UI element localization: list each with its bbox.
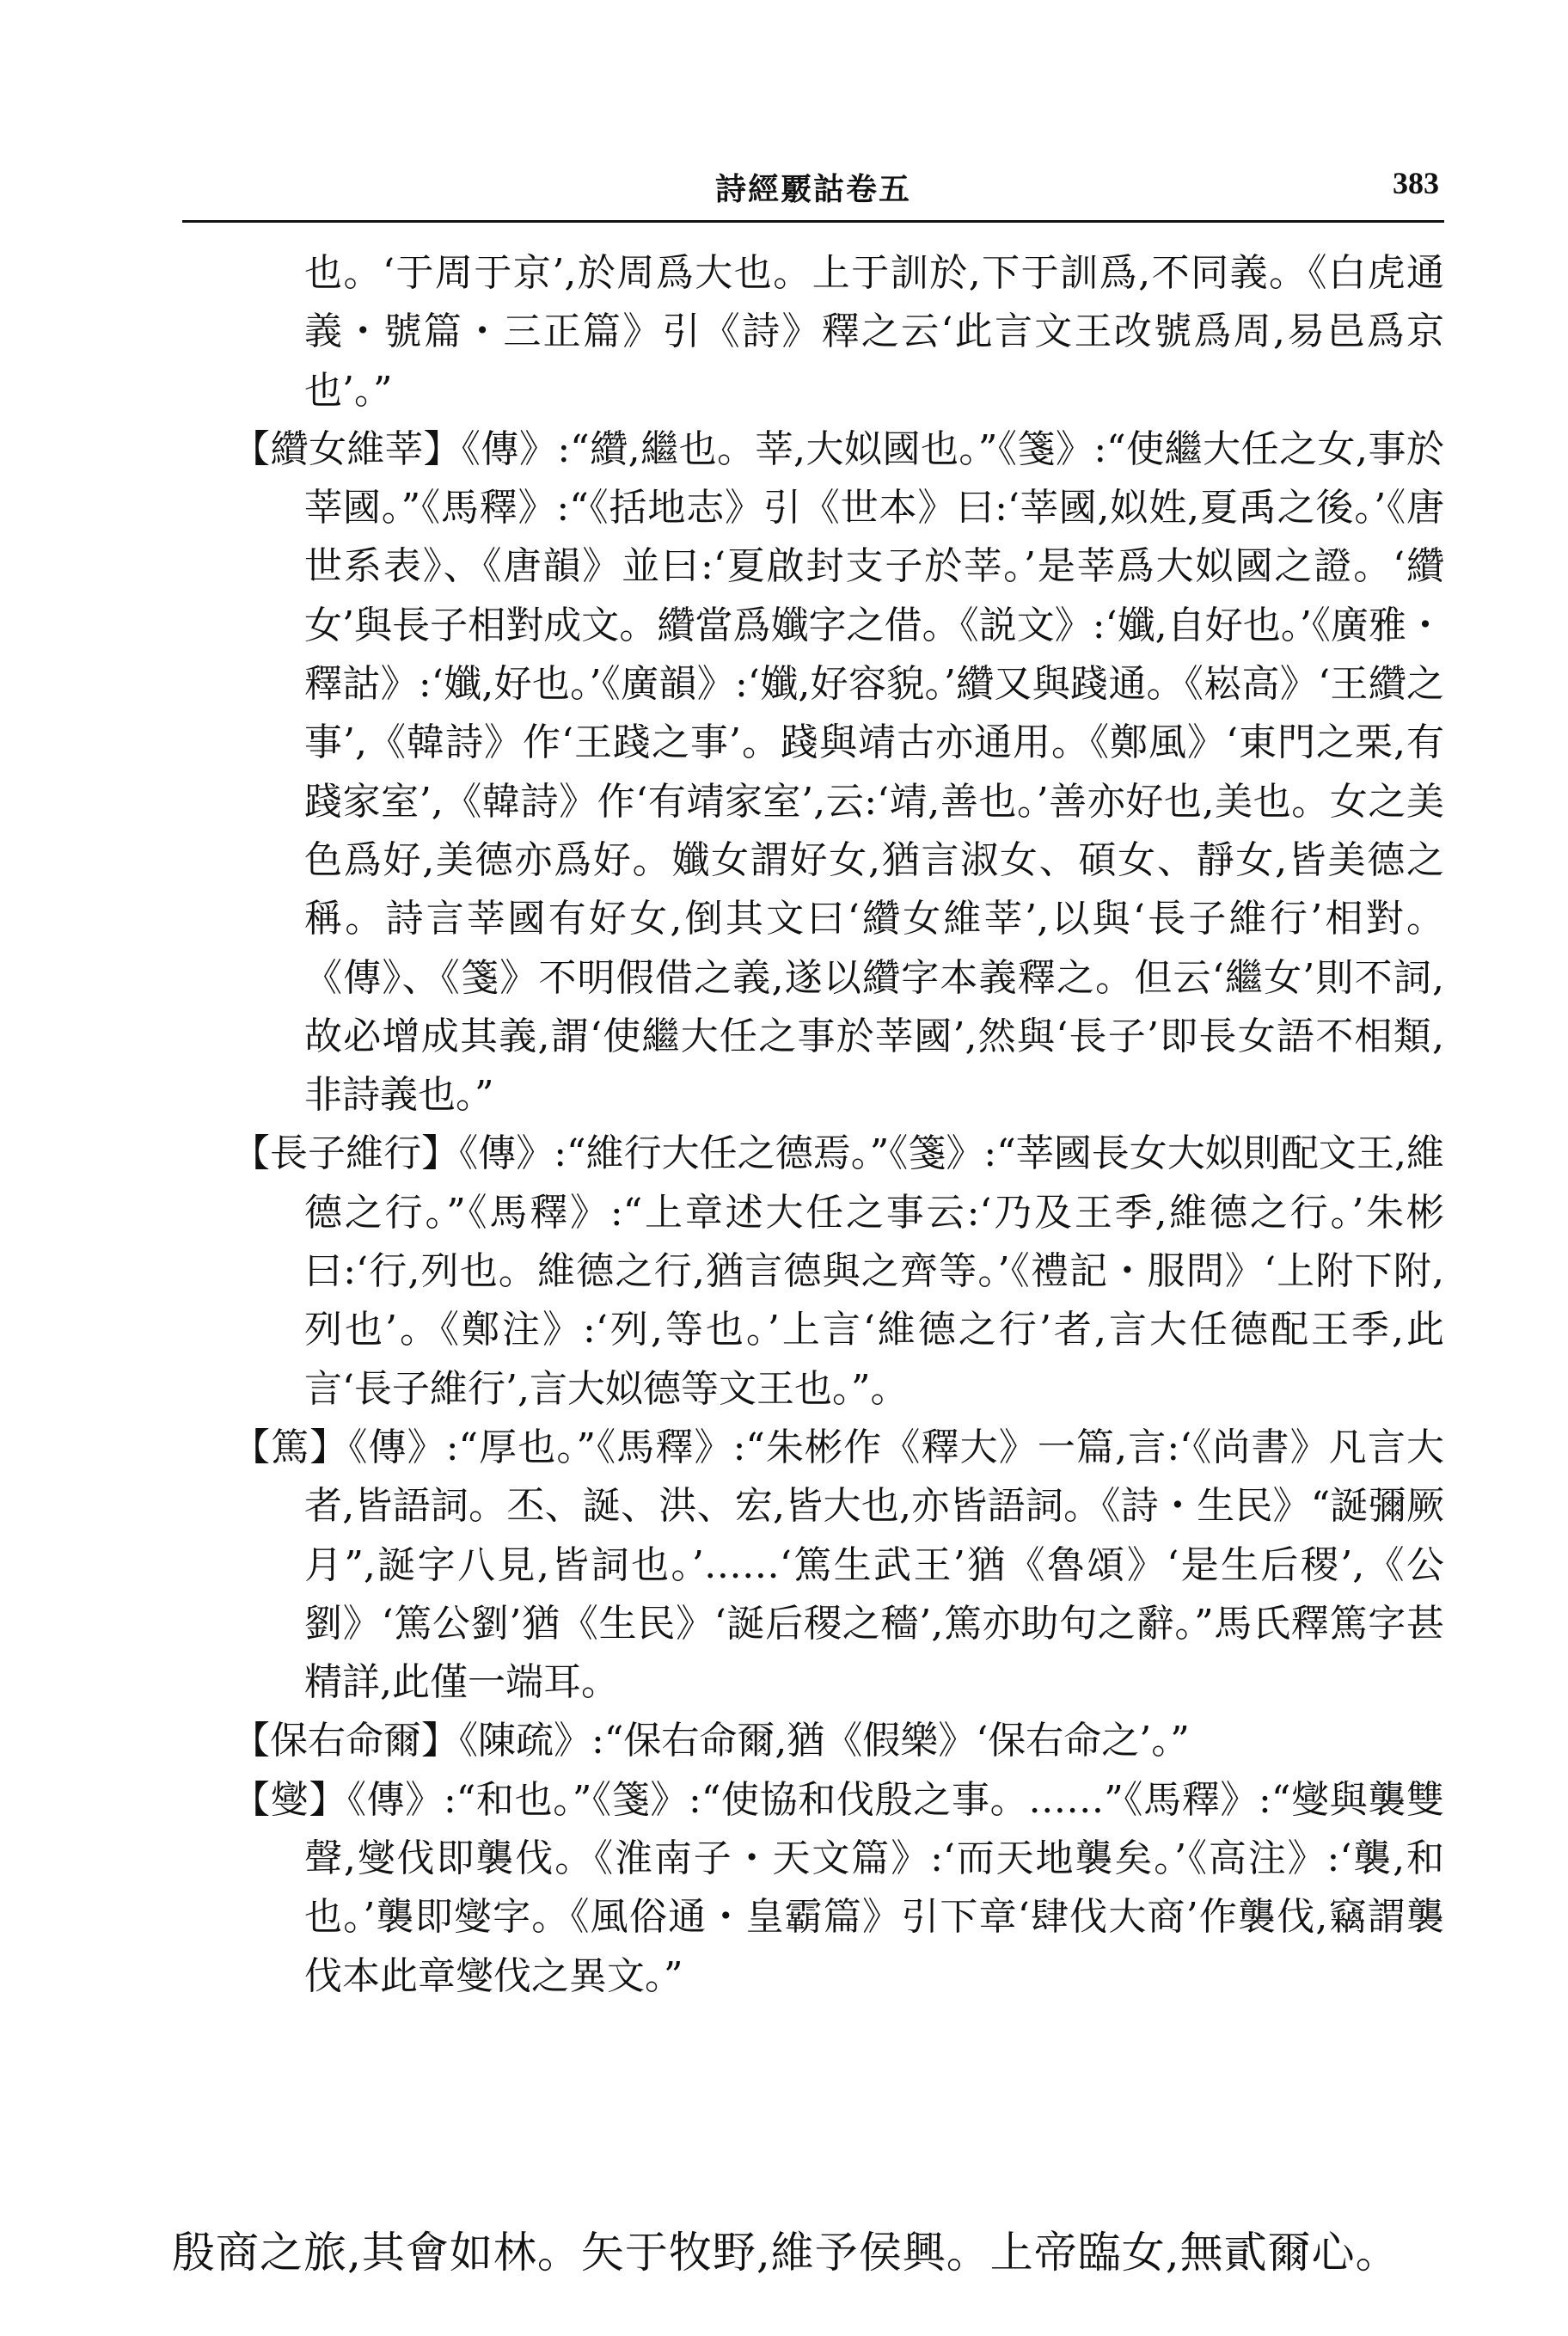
commentary-entry: 【燮】《傳》:“和也。”《箋》:“使協和伐殷之事。……”《馬釋》:“燮與襲雙聲,燮伐即襲伐。《淮南子・天文篇》:‘而天地襲矣。’《高注》:‘襲,和也。’襲即燮字。《風俗通・皇霸篇》引下章‘肆伐大商’作襲伐,竊謂襲伐本此章燮伐之異文。” (232, 1777, 1444, 1998)
commentary-entry: 【保右命爾】《陳疏》:“保右命爾,猶《假樂》‘保右命之’。” (232, 1719, 1190, 1763)
page-number: 383 (1393, 166, 1439, 200)
commentary-continuation: 也。‘于周于京’,於周爲大也。上于訓於,下于訓爲,不同義。《白虎通義・號篇・三正篇》引《詩》釋之云‘此言文王改號爲周,易邑爲京也’。” (304, 251, 1444, 413)
poem-verse: 殷商之旅,其會如林。矢于牧野,維予侯興。上帝臨女,無貳爾心。 (172, 2228, 1400, 2278)
commentary-entry: 【長子維行】《傳》:“維行大任之德焉。”《箋》:“莘國長女大姒則配文王,維德之行。”《馬釋》:“上章述大任之事云:‘乃及王季,維德之行。’朱彬曰:‘行,列也。維德之行,猶言德與之齊等。’《禮記・服問》‘上附下附,列也’。《鄭注》:‘列,等也。’上言‘維德之行’者,言大任德配王季,此言‘長子維行’,言大姒德等文王也。”。 (232, 1131, 1444, 1411)
commentary-entry: 【篤】《傳》:“厚也。”《馬釋》:“朱彬作《釋大》一篇,言:‘《尚書》凡言大者,皆語詞。丕、誕、洪、宏,皆大也,亦皆語詞。《詩・生民》“誕彌厥月”,誕字八見,皆詞也。’……‘篤生武王’猶《魯頌》‘是生后稷’,《公劉》‘篤公劉’猶《生民》‘誕后稷之穡’,篤亦助句之辭。”馬氏釋篤字甚精詳,此僅一端耳。 (232, 1425, 1444, 1705)
book-title: 詩經覈詁卷五 (714, 171, 911, 207)
commentary-entry: 【纘女維莘】《傳》:“纘,繼也。莘,大姒國也。”《箋》:“使繼大任之女,事於莘國。”《馬釋》:“《括地志》引《世本》曰:‘莘國,姒姓,夏禹之後。’《唐世系表》、《唐韻》並曰:‘夏啟封支子於莘。’是莘爲大姒國之證。‘纘女’與長子相對成文。纘當爲孅字之借。《説文》:‘孅,自好也。’《廣雅・釋詁》:‘孅,好也。’《廣韻》:‘孅,好容貌。’纘又與踐通。《崧高》‘王纘之事’,《韓詩》作‘王踐之事’。踐與靖古亦通用。《鄭風》‘東門之栗,有踐家室’,《韓詩》作‘有靖家室’,云:‘靖,善也。’善亦好也,美也。女之美色爲好,美德亦爲好。孅女謂好女,猶言淑女、碩女、靜女,皆美德之稱。詩言莘國有好女,倒其文曰‘纘女維莘’,以與‘長子維行’相對。《傳》、《箋》不明假借之義,遂以纘字本義釋之。但云‘繼女’則不詞,故必增成其義,謂‘使繼大任之事於莘國’,然與‘長子’即長女語不相類,非詩義也。” (232, 426, 1444, 1118)
page-header (182, 156, 1444, 223)
commentary-body (232, 244, 1444, 2006)
